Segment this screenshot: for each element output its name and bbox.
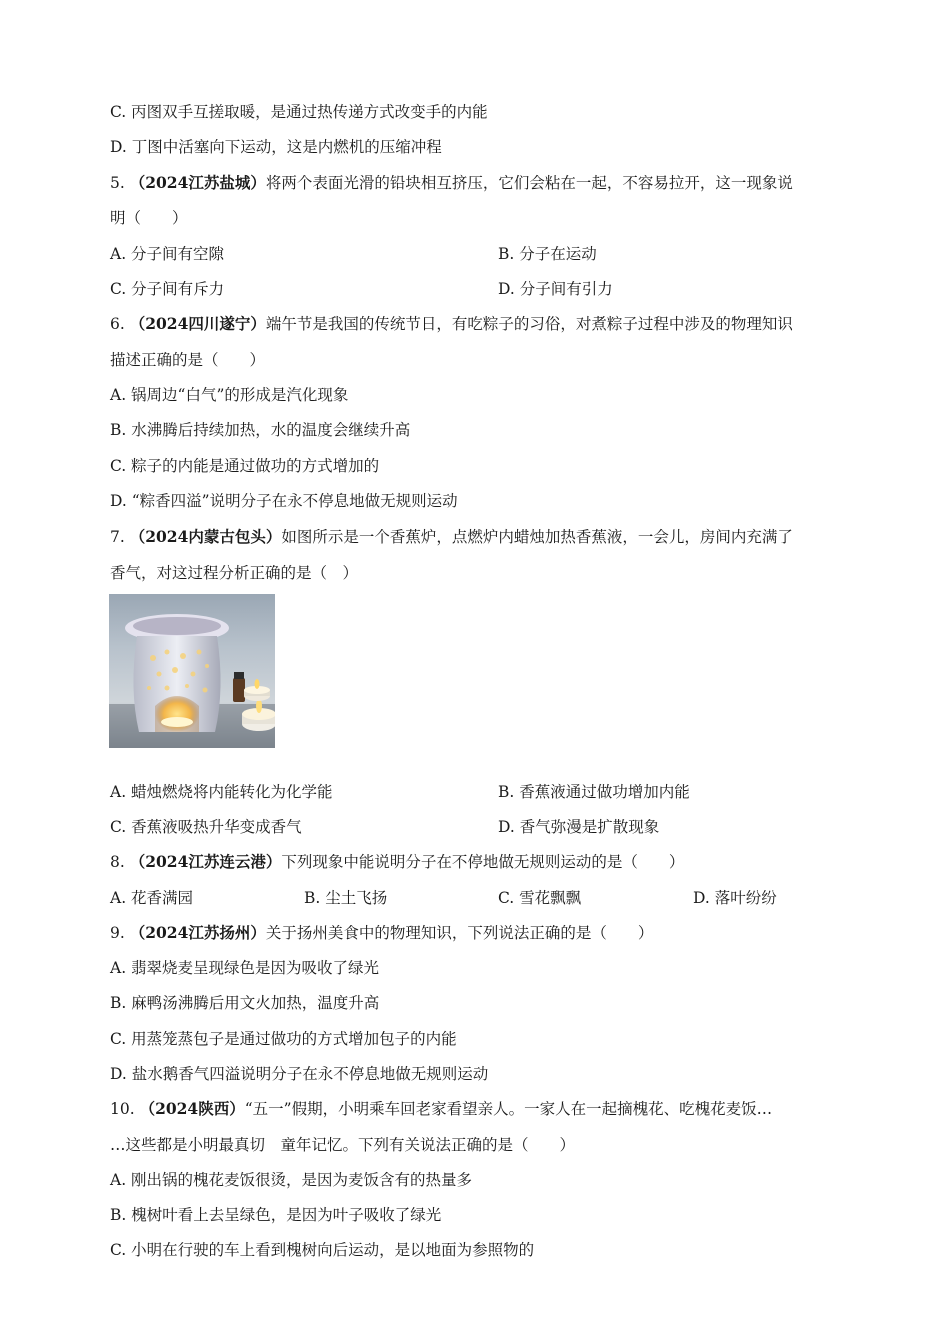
q9-option-a: A. 翡翠烧麦呈现绿色是因为吸收了绿光 xyxy=(110,959,380,977)
question-source: （2024江苏扬州） xyxy=(129,923,266,942)
q5-option-c: C. 分子间有斥力 xyxy=(110,280,225,298)
question-text: 下列现象中能说明分子在不停地做无规则运动的是（ ） xyxy=(281,853,685,871)
q8-option-a: A. 花香满园 xyxy=(110,889,194,907)
question-number: 5. xyxy=(110,174,130,192)
q7-stem-cont: 香气，对这过程分析正确的是（ ） xyxy=(110,564,359,582)
question-source: （2024江苏连云港） xyxy=(129,852,282,871)
q4-option-c: C. 丙图双手互搓取暖，是通过热传递方式改变手的内能 xyxy=(110,103,488,121)
q5-stem xyxy=(110,173,793,193)
q9-option-c: C. 用蒸笼蒸包子是通过做功的方式增加包子的内能 xyxy=(110,1030,457,1048)
q8-stem xyxy=(110,852,684,872)
q10-stem xyxy=(110,1099,772,1119)
q10-option-b: B. 槐树叶看上去呈绿色，是因为叶子吸收了绿光 xyxy=(110,1206,442,1224)
question-number: 9. xyxy=(110,924,130,942)
q4-option-d: D. 丁图中活塞向下运动，这是内燃机的压缩冲程 xyxy=(110,138,442,156)
question-source: （2024内蒙古包头） xyxy=(129,527,282,546)
q10-option-c: C. 小明在行驶的车上看到槐树向后运动，是以地面为参照物的 xyxy=(110,1241,535,1259)
q6-option-d: D. “粽香四溢”说明分子在永不停息地做无规则运动 xyxy=(110,492,458,510)
question-text: 将两个表面光滑的铅块相互挤压，它们会粘在一起，不容易拉开，这一现象说 xyxy=(265,174,793,192)
q6-option-a: A. 锅周边“白气”的形成是汽化现象 xyxy=(110,386,349,404)
q7-option-d: D. 香气弥漫是扩散现象 xyxy=(498,818,660,836)
question-source: （2024陕西） xyxy=(139,1099,245,1118)
q6-stem-cont: 描述正确的是（ ） xyxy=(110,351,266,369)
q7-option-b: B. 香蕉液通过做功增加内能 xyxy=(498,783,690,801)
question-text: 如图所示是一个香蕉炉，点燃炉内蜡烛加热香蕉液，一会儿，房间内充满了 xyxy=(281,528,793,546)
q8-option-b: B. 尘土飞扬 xyxy=(304,889,388,907)
q6-option-b: B. 水沸腾后持续加热，水的温度会继续升高 xyxy=(110,421,411,439)
q6-stem xyxy=(110,314,793,334)
q8-option-d: D. 落叶纷纷 xyxy=(693,889,777,907)
q9-option-d: D. 盐水鹅香气四溢说明分子在永不停息地做无规则运动 xyxy=(110,1065,489,1083)
q5-option-a: A. 分子间有空隙 xyxy=(110,245,225,263)
q7-option-c: C. 香蕉液吸热升华变成香气 xyxy=(110,818,302,836)
q8-option-c: C. 雪花飘飘 xyxy=(498,889,582,907)
question-text: 端午节是我国的传统节日，有吃粽子的习俗，对煮粽子过程中涉及的物理知识 xyxy=(265,315,793,333)
q9-stem xyxy=(110,923,653,943)
question-number: 6. xyxy=(110,315,130,333)
q5-option-d: D. 分子间有引力 xyxy=(498,280,613,298)
q7-option-a: A. 蜡烛燃烧将内能转化为化学能 xyxy=(110,783,333,801)
question-source: （2024江苏盐城） xyxy=(129,173,266,192)
q9-option-b: B. 麻鸭汤沸腾后用文火加热，温度升高 xyxy=(110,994,380,1012)
q5-stem-cont: 明（ ） xyxy=(110,209,188,227)
q10-stem-cont: …这些都是小明最真切 童年记忆。下列有关说法正确的是（ ） xyxy=(110,1136,576,1154)
q7-stem xyxy=(110,527,793,547)
q5-option-b: B. 分子在运动 xyxy=(498,245,597,263)
question-source: （2024四川遂宁） xyxy=(129,314,266,333)
aroma-burner-image xyxy=(109,594,275,748)
question-number: 10. xyxy=(110,1100,140,1118)
question-text: “五一”假期，小明乘车回老家看望亲人。一家人在一起摘槐花、吃槐花麦饭… xyxy=(244,1100,773,1118)
q6-option-c: C. 粽子的内能是通过做功的方式增加的 xyxy=(110,457,380,475)
question-text: 关于扬州美食中的物理知识，下列说法正确的是（ ） xyxy=(265,924,654,942)
question-number: 8. xyxy=(110,853,130,871)
question-number: 7. xyxy=(110,528,130,546)
q10-option-a: A. 刚出锅的槐花麦饭很烫，是因为麦饭含有的热量多 xyxy=(110,1171,473,1189)
